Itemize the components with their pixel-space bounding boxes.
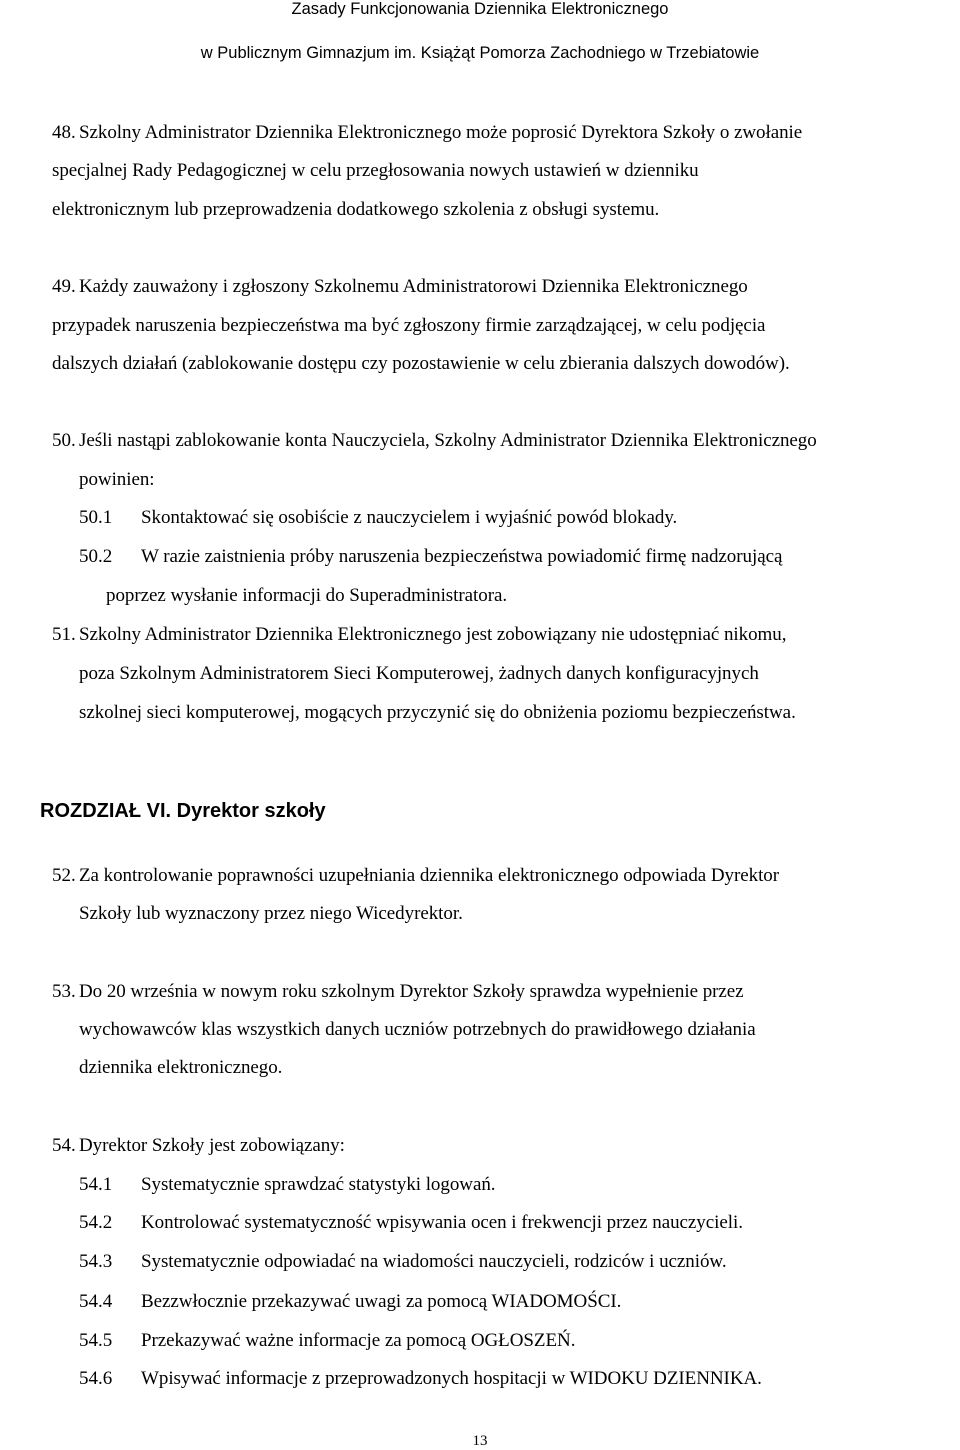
paragraph-line: przypadek naruszenia bezpieczeństwa ma być zgłoszony firmie zarządzającej, w celu podjęcia [52,315,766,336]
header-title: Zasady Funkcjonowania Dziennika Elektronicznego [291,0,669,18]
paragraph-number: 51. [52,624,76,645]
subitem-line: Systematycznie odpowiadać na wiadomości nauczycieli, rodziców i uczniów. [141,1251,727,1272]
paragraph-line: Szkoły lub wyznaczony przez niego Wicedyrektor. [79,903,463,924]
subitem-line: Bezzwłocznie przekazywać uwagi za pomocą WIADOMOŚCI. [141,1291,622,1312]
paragraph-number: 48. [52,122,76,143]
subitem-line: Przekazywać ważne informacje za pomocą OGŁOSZEŃ. [141,1330,576,1351]
subitem-number: 50.1 [79,507,113,528]
paragraph-line: Dyrektor Szkoły jest zobowiązany: [79,1135,345,1156]
subitem-number: 54.5 [79,1330,113,1351]
chapter-heading: ROZDZIAŁ VI. Dyrektor szkoły [40,800,326,822]
paragraph-line: Jeśli nastąpi zablokowanie konta Nauczyciela, Szkolny Administrator Dziennika Elektronicznego [79,430,817,451]
subitem-number: 54.4 [79,1291,113,1312]
subitem-number: 50.2 [79,546,113,567]
paragraph-line: Każdy zauważony i zgłoszony Szkolnemu Administratorowi Dziennika Elektronicznego [79,276,748,297]
paragraph-number: 54. [52,1135,76,1156]
paragraph-line: Za kontrolowanie poprawności uzupełniania dziennika elektronicznego odpowiada Dyrektor [79,865,780,886]
paragraph-number: 53. [52,981,76,1002]
header-subtitle: w Publicznym Gimnazjum im. Książąt Pomorza Zachodniego w Trzebiatowie [200,44,760,62]
paragraph-number: 52. [52,865,76,886]
paragraph-line: dalszych działań (zablokowanie dostępu czy pozostawienie w celu zbierania dalszych dowodów). [52,353,790,374]
paragraph-line: powinien: [79,469,155,490]
subitem-number: 54.6 [79,1368,113,1389]
paragraph-line: elektronicznym lub przeprowadzenia dodatkowego szkolenia z obsługi systemu. [52,199,660,220]
subitem-line: Systematycznie sprawdzać statystyki logowań. [141,1174,496,1195]
subitem-line: W razie zaistnienia próby naruszenia bezpieczeństwa powiadomić firmę nadzorującą [141,546,783,567]
paragraph-number: 50. [52,430,76,451]
paragraph-line: specjalnej Rady Pedagogicznej w celu przegłosowania nowych ustawień w dzienniku [52,160,699,181]
paragraph-line: szkolnej sieci komputerowej, mogących przyczynić się do obniżenia poziomu bezpieczeństwa. [79,702,796,723]
paragraph-line: wychowawców klas wszystkich danych uczniów potrzebnych do prawidłowego działania [79,1019,756,1040]
subitem-line: Skontaktować się osobiście z nauczycielem i wyjaśnić powód blokady. [141,507,678,528]
subitem-number: 54.2 [79,1212,113,1233]
paragraph-number: 49. [52,276,76,297]
subitem-line: poprzez wysłanie informacji do Superadministratora. [106,585,508,606]
paragraph-line: Szkolny Administrator Dziennika Elektronicznego jest zobowiązany nie udostępniać nikomu, [79,624,787,645]
paragraph-line: poza Szkolnym Administratorem Sieci Komputerowej, żadnych danych konfiguracyjnych [79,663,759,684]
paragraph-line: dziennika elektronicznego. [79,1057,283,1078]
paragraph-line: Do 20 września w nowym roku szkolnym Dyrektor Szkoły sprawdza wypełnienie przez [79,981,744,1002]
subitem-line: Kontrolować systematyczność wpisywania ocen i frekwencji przez nauczycieli. [141,1212,743,1233]
subitem-number: 54.3 [79,1251,113,1272]
paragraph-line: Szkolny Administrator Dziennika Elektronicznego może poprosić Dyrektora Szkoły o zwołanie [79,122,803,143]
subitem-line: Wpisywać informacje z przeprowadzonych hospitacji w WIDOKU DZIENNIKA. [141,1368,762,1389]
subitem-number: 54.1 [79,1174,113,1195]
page-number: 13 [472,1433,488,1449]
